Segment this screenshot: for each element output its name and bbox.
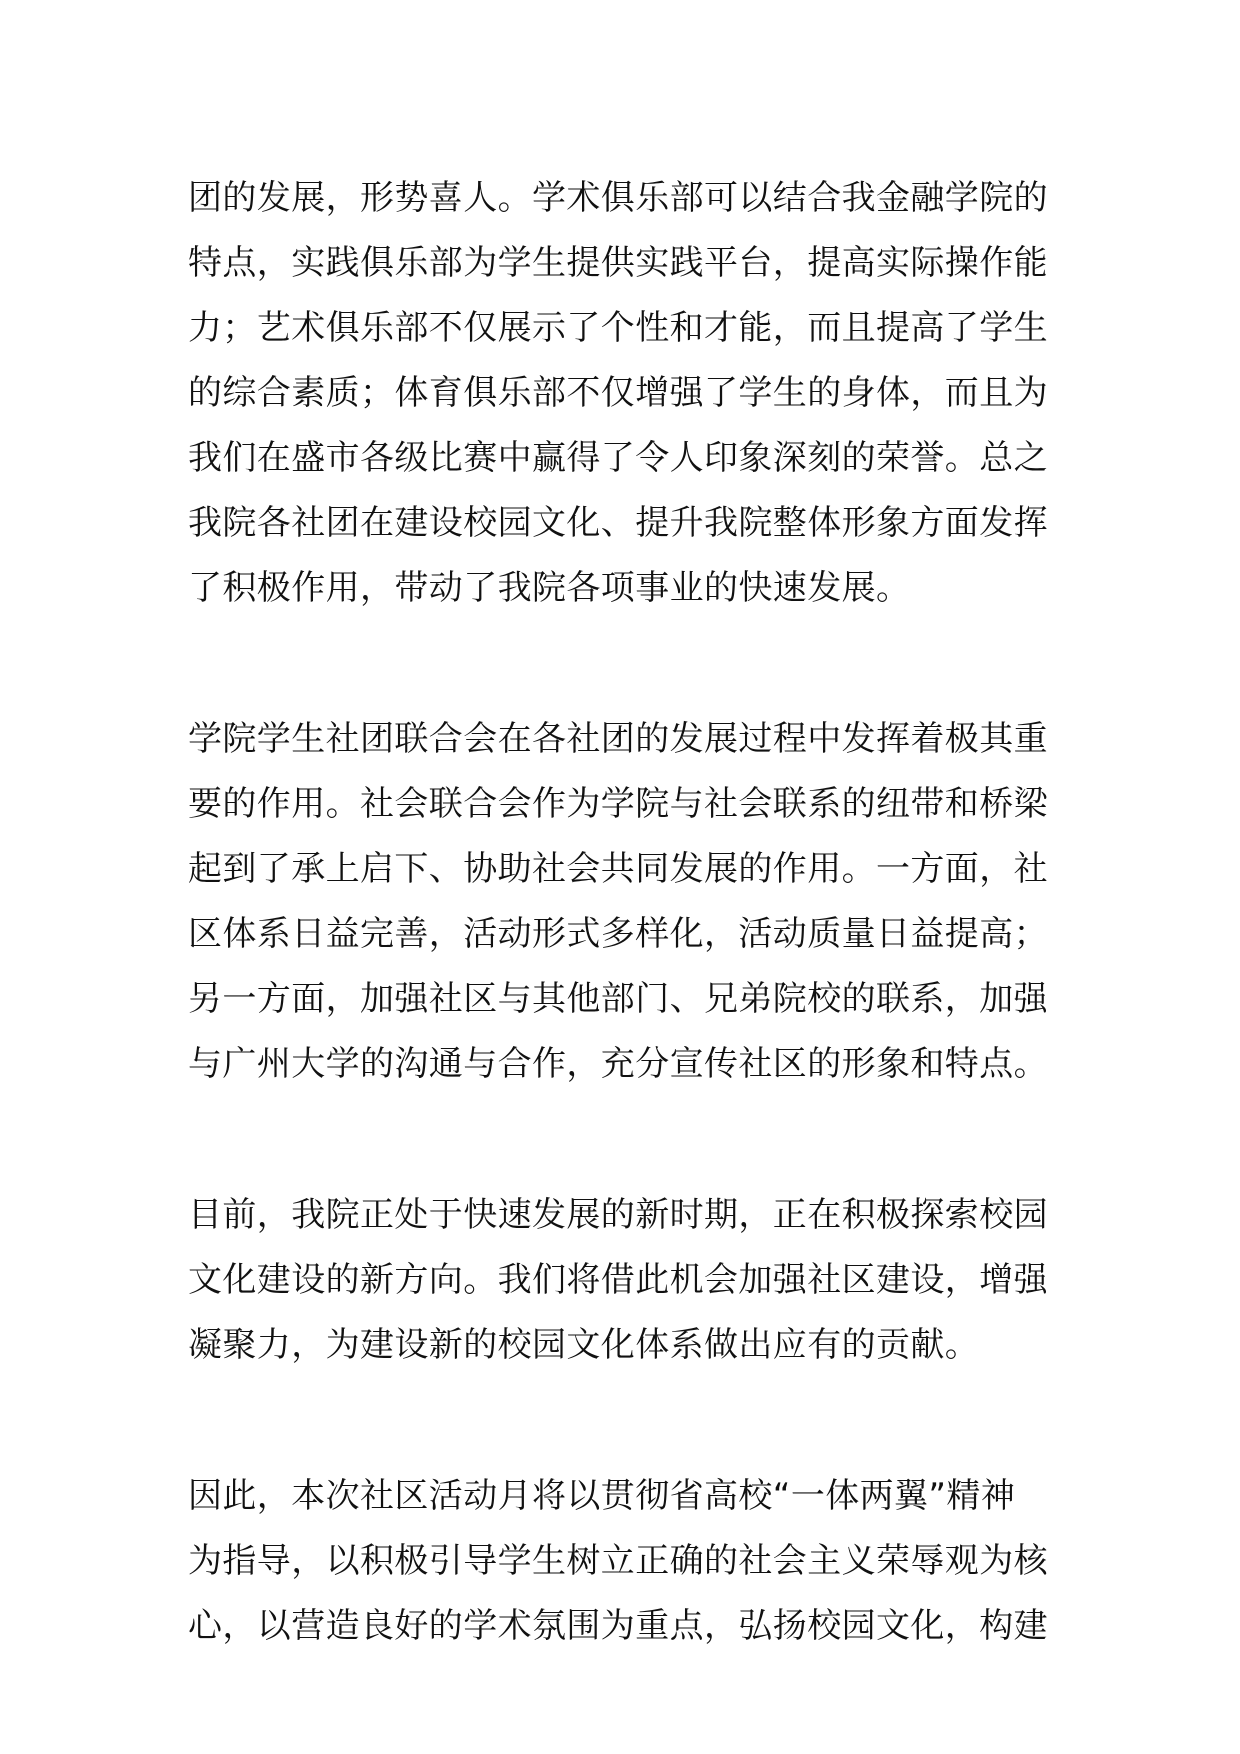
text-line: 我们在盛市各级比赛中赢得了令人印象深刻的荣誉。总之 [188,438,1048,478]
paragraph-4 [188,1464,1060,1659]
text-line: 要的作用。社会联合会作为学院与社会联系的纽带和桥梁 [188,784,1048,824]
paragraph-3 [188,1183,1060,1378]
text-line: 文化建设的新方向。我们将借此机会加强社区建设，增强 [188,1260,1048,1300]
text-line: 与广州大学的沟通与合作，充分宣传社区的形象和特点。 [188,1044,1048,1084]
text-line: 学院学生社团联合会在各社团的发展过程中发挥着极其重 [188,719,1048,759]
text-line: 目前，我院正处于快速发展的新时期，正在积极探索校园 [188,1195,1048,1235]
text-line: 心，以营造良好的学术氛围为重点，弘扬校园文化，构建 [188,1606,1048,1646]
text-line: 了积极作用，带动了我院各项事业的快速发展。 [188,568,911,608]
paragraph-1 [188,166,1060,621]
text-line: 凝聚力，为建设新的校园文化体系做出应有的贡献。 [188,1325,980,1365]
text-line: 力；艺术俱乐部不仅展示了个性和才能，而且提高了学生 [188,308,1048,348]
text-line: 另一方面，加强社区与其他部门、兄弟院校的联系，加强 [188,979,1048,1019]
document-body [188,166,1060,1745]
text-line: 为指导，以积极引导学生树立正确的社会主义荣辱观为核 [188,1541,1048,1581]
text-line: 因此，本次社区活动月将以贯彻省高校“一体两翼”精神 [188,1476,1016,1516]
text-line: 团的发展，形势喜人。学术俱乐部可以结合我金融学院的 [188,178,1048,218]
text-line: 区体系日益完善，活动形式多样化，活动质量日益提高； [188,914,1048,954]
text-line: 起到了承上启下、协助社会共同发展的作用。一方面，社 [188,849,1048,889]
text-line: 的综合素质；体育俱乐部不仅增强了学生的身体，而且为 [188,373,1048,413]
text-line: 特点，实践俱乐部为学生提供实践平台，提高实际操作能 [188,243,1048,283]
text-line: 我院各社团在建设校园文化、提升我院整体形象方面发挥 [188,503,1048,543]
paragraph-2 [188,707,1060,1097]
